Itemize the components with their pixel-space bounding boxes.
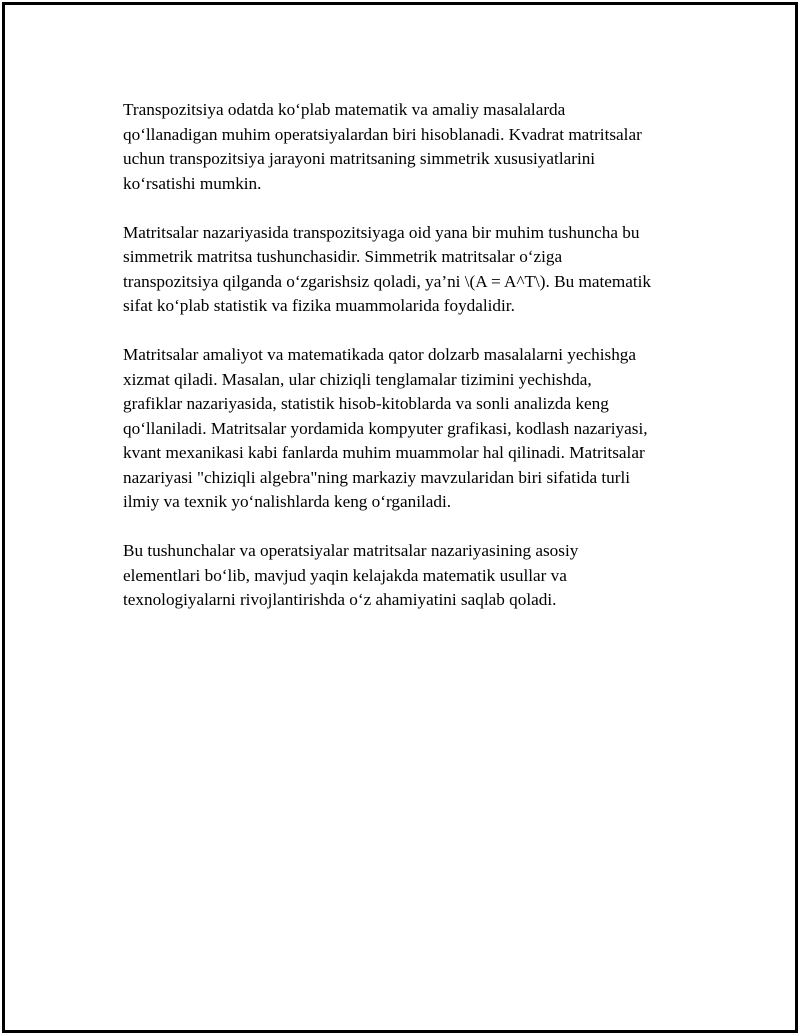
page-frame	[2, 2, 798, 1033]
paragraph-2: Matritsalar nazariyasida transpozitsiyaga oid yana bir muhim tushuncha bu simmetrik matritsa tushunchasidir. Simmetrik matritsalar o‘ziga transpozitsiya qilganda o‘zgarishsiz qoladi, ya’ni \(A = A^T\). Bu matematik sifat ko‘plab statistik va fizika muammolarida foydalidir.	[123, 222, 652, 315]
paragraph-3: Matritsalar amaliyot va matematikada qator dolzarb masalalarni yechishga xizmat qiladi. Masalan, ular chiziqli tenglamalar tizimini yechishda, grafiklar nazariyasida, statistik hisob-kitoblarda va sonli analizda keng qo‘llaniladi. Matritsalar yordamida kompyuter grafikasi, kodlash nazariyasi, kvant mexanikasi kabi fanlarda muhim muammolar hal qilinadi. Matritsalar nazariyasi "chiziqli algebra"ning markaziy mavzularidan biri sifatida turli ilmiy va texnik yo‘nalishlarda keng o‘rganiladi.	[123, 345, 648, 511]
paragraph-1: Transpozitsiya odatda ko‘plab matematik va amaliy masalalarda qo‘llanadigan muhim operatsiyalardan biri hisoblanadi. Kvadrat matritsalar uchun transpozitsiya jarayoni matritsaning simmetrik xususiyatlarini ko‘rsatishi mumkin.	[123, 100, 642, 193]
document-body	[123, 98, 703, 637]
paragraph-4: Bu tushunchalar va operatsiyalar matritsalar nazariyasining asosiy elementlari bo‘lib, mavjud yaqin kelajakda matematik usullar va texnologiyalarni rivojlantirishda o‘z ahamiyatini saqlab qoladi.	[123, 541, 579, 609]
